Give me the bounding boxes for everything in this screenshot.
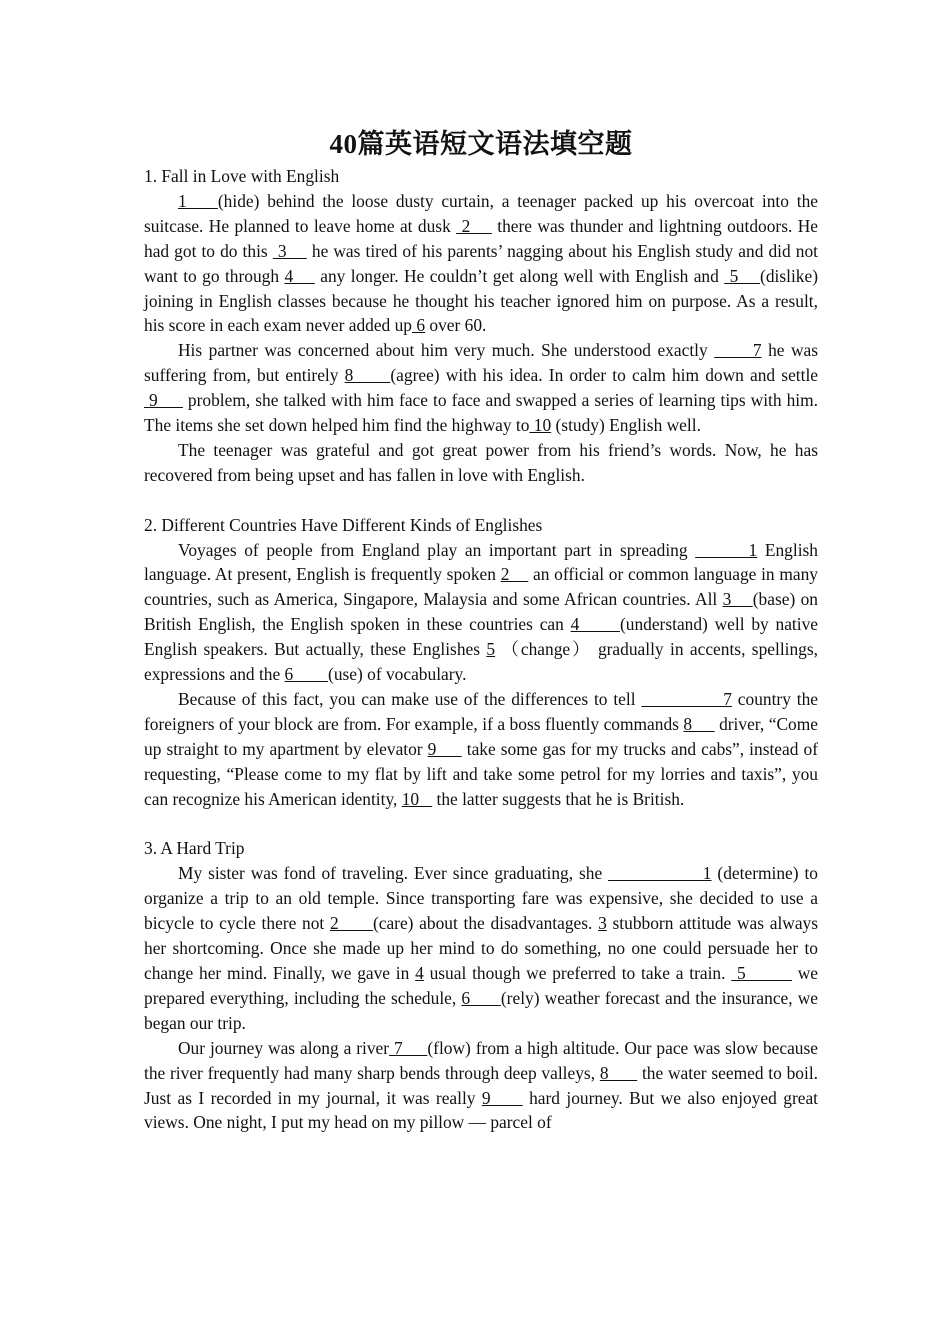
passage-text: (flow) from a high altitude. Our pace was slow because the river frequently had many sharp bends through deep valleys, — [144, 1037, 818, 1083]
passage-text: there was thunder and lightning outdoors. He had got to do this — [144, 215, 818, 261]
passage-text: (agree) with his idea. In order to calm him down and settle — [390, 365, 818, 386]
passage-heading: 1. Fall in Love with English — [144, 166, 340, 186]
answer-blank: 3 — [272, 240, 307, 261]
answer-blank: 4 — [284, 265, 315, 286]
answer-blank: 1 — [608, 863, 712, 884]
answer-blank: 7 — [714, 340, 762, 361]
passage-text: he was tired of his parents’ nagging about his English study and did not want to go through — [144, 240, 818, 286]
passage-text: (determine) to organize a trip to an old temple. Since transporting fare was expensive, she decided to use a bicycle to cycle there not — [144, 863, 818, 934]
passage-text: problem, she talked with him face to face and swapped a series of learning tips with him. The items she set down helped him find the highway to — [144, 390, 818, 436]
passage-paragraph — [144, 687, 818, 812]
answer-blank: 2 — [500, 564, 529, 585]
answer-blank: 5 — [486, 639, 496, 660]
passage-3 — [144, 836, 818, 1135]
passage-text: （change） gradually in accents, spellings, expressions and the — [144, 639, 818, 685]
passage-heading: 2. Different Countries Have Different Kinds of Englishes — [144, 514, 543, 535]
answer-blank: 4 — [570, 614, 620, 635]
passage-text: Voyages of people from England play an important part in spreading — [178, 539, 696, 560]
document-title: 40篇英语短文语法填空题 — [329, 129, 633, 159]
passage-text: (care) about the disadvantages. — [372, 913, 599, 934]
answer-blank: 9 — [144, 390, 183, 411]
passage-text: he was suffering from, but entirely — [144, 340, 819, 386]
answer-blank: 6 — [284, 664, 329, 685]
passage-text: The teenager was grateful and got great power from his friend’s words. Now, he has recovered from being upset and has fallen in love with English. — [144, 439, 818, 485]
passage-paragraph — [144, 338, 818, 438]
passage-text: (base) on British English, the English spoken in these countries can — [144, 589, 818, 635]
passage-text: driver, “Come up straight to my apartment by elevator — [144, 713, 818, 759]
passage-text: take some gas for my trucks and cabs”, instead of requesting, “Please come to my flat by lift and take some petrol for my lorries and taxis”, you can recognize his American identity, — [144, 738, 818, 809]
passage-paragraph — [144, 538, 818, 687]
passage-2 — [144, 513, 818, 812]
document-page — [144, 124, 818, 1135]
answer-blank: 9 — [427, 738, 462, 759]
passage-text: Because of this fact, you can make use of the differences to tell — [178, 689, 642, 710]
passage-text: English language. At present, English is frequently spoken — [144, 539, 818, 585]
passage-text: country the foreigners of your block are from. For example, if a boss fluently commands — [144, 689, 818, 734]
answer-blank: 3 — [598, 913, 607, 934]
passage-text: the latter suggests that he is British. — [432, 788, 685, 809]
answer-blank: 4 — [415, 962, 424, 983]
passage-paragraph — [144, 438, 818, 488]
passage-text: (study) English well. — [551, 415, 701, 436]
section-spacer — [144, 812, 818, 837]
passage-text: (rely) weather forecast and the insurance, we began our trip. — [144, 987, 819, 1033]
answer-blank: 8 — [599, 1062, 638, 1083]
passage-text: His partner was concerned about him very much. She understood exactly — [178, 340, 715, 361]
answer-blank: 7 — [389, 1037, 428, 1058]
passage-paragraph — [144, 189, 818, 338]
passage-text: stubborn attitude was always her shortcoming. Once she made up her mind to do something, no one could persuade her to change her mind. Finally, we gave in — [144, 913, 819, 983]
answer-blank: 5 — [724, 265, 761, 286]
passage-text: My sister was fond of traveling. Ever since graduating, she — [178, 863, 609, 884]
answer-blank: 10 — [529, 415, 552, 436]
answer-blank: 2 — [456, 215, 492, 236]
answer-blank: 6 — [461, 987, 501, 1008]
passage-text: (hide) behind the loose dusty curtain, a teenager packed up his overcoat into the suitcase. He planned to leave home at dusk — [144, 190, 818, 236]
answer-blank: 10 — [401, 788, 433, 809]
answer-blank: 9 — [481, 1087, 523, 1108]
passage-text: we prepared everything, including the schedule, — [144, 962, 818, 1008]
answer-blank: 7 — [641, 689, 732, 710]
passage-text: (use) of vocabulary. — [328, 664, 467, 685]
answer-blank: 8 — [344, 365, 391, 386]
passage-heading: 3. A Hard Trip — [144, 838, 245, 859]
passage-text: hard journey. But we also enjoyed great views. One night, I put my head on my pillow — parcel of — [144, 1087, 819, 1133]
answer-blank: 3 — [722, 589, 753, 610]
passage-paragraph — [144, 861, 818, 1035]
answer-blank: 6 — [412, 315, 426, 336]
passage-text: usual though we preferred to take a train. — [423, 962, 732, 983]
passage-paragraph — [144, 1036, 818, 1136]
answer-blank: 1 — [178, 190, 218, 211]
answer-blank: 5 — [731, 962, 792, 983]
answer-blank: 1 — [695, 539, 758, 560]
passage-text: (dislike) joining in English classes because he thought his teacher ignored him on purpose. As a result, his score in each exam never added up — [144, 265, 818, 336]
answer-blank: 2 — [329, 913, 373, 934]
answer-blank: 8 — [683, 713, 715, 734]
passage-text: any longer. He couldn’t get along well with English and — [314, 265, 725, 286]
passage-text: over 60. — [425, 315, 487, 336]
passage-text: the water seemed to boil. Just as I recorded in my journal, it was really — [144, 1062, 819, 1108]
passage-1 — [144, 164, 818, 488]
passage-text: an official or common language in many countries, such as America, Singapore, Malaysia and some African countries. All — [144, 564, 818, 610]
section-spacer — [144, 488, 818, 513]
passage-text: (understand) well by native English speakers. But actually, these Englishes — [144, 614, 818, 660]
passage-text: Our journey was along a river — [178, 1037, 390, 1058]
